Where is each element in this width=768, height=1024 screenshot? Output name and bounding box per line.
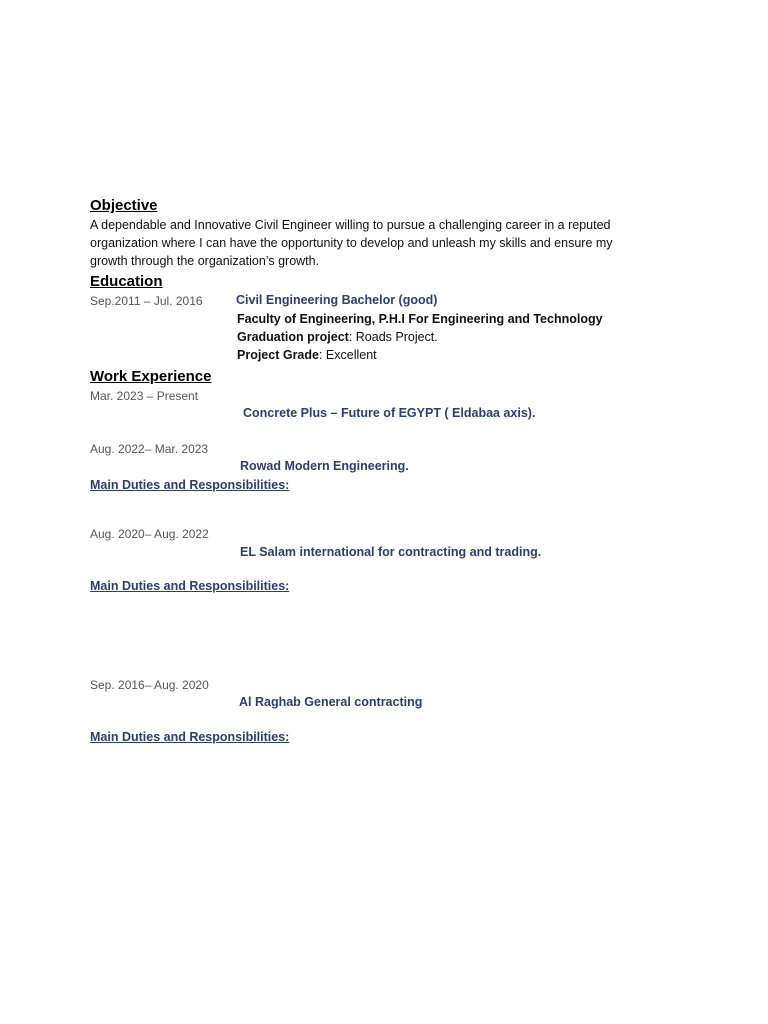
education-project	[237, 330, 438, 344]
objective-line-3: growth through the organization’s growth.	[90, 254, 320, 268]
project-value: : Roads Project.	[348, 330, 438, 344]
job-2-company: Rowad Modern Engineering.	[240, 459, 409, 473]
education-grade	[237, 348, 377, 362]
education-heading: Education	[90, 273, 163, 290]
education-faculty: Faculty of Engineering, P.H.I For Engineering and Technology	[237, 312, 603, 326]
job-3-duties: Main Duties and Responsibilities:	[90, 579, 290, 593]
work-heading: Work Experience	[90, 368, 212, 385]
education-degree: Civil Engineering Bachelor (good)	[236, 293, 438, 307]
education-date: Sep.2011 – Jul. 2016	[90, 294, 203, 308]
job-2-duties: Main Duties and Responsibilities:	[90, 478, 290, 492]
job-4-company: Al Raghab General contracting	[239, 695, 423, 709]
objective-line-1: A dependable and Innovative Civil Engineer willing to pursue a challenging career in a reputed	[90, 218, 611, 232]
project-label: Graduation project	[237, 330, 349, 344]
grade-label: Project Grade	[237, 348, 319, 362]
grade-value: : Excellent	[318, 348, 377, 362]
job-1-date: Mar. 2023 – Present	[90, 389, 199, 403]
job-4-duties: Main Duties and Responsibilities:	[90, 730, 290, 744]
job-3-date: Aug. 2020– Aug. 2022	[90, 527, 209, 541]
job-4-date: Sep. 2016– Aug. 2020	[90, 678, 209, 692]
job-3-company: EL Salam international for contracting and trading.	[240, 545, 542, 559]
objective-line-2: organization where I can have the opportunity to develop and unleash my skills and ensure my	[90, 236, 613, 250]
job-1-company: Concrete Plus – Future of EGYPT ( Eldabaa axis).	[243, 406, 536, 420]
objective-heading: Objective	[90, 197, 158, 214]
job-2-date: Aug. 2022– Mar. 2023	[90, 442, 209, 456]
